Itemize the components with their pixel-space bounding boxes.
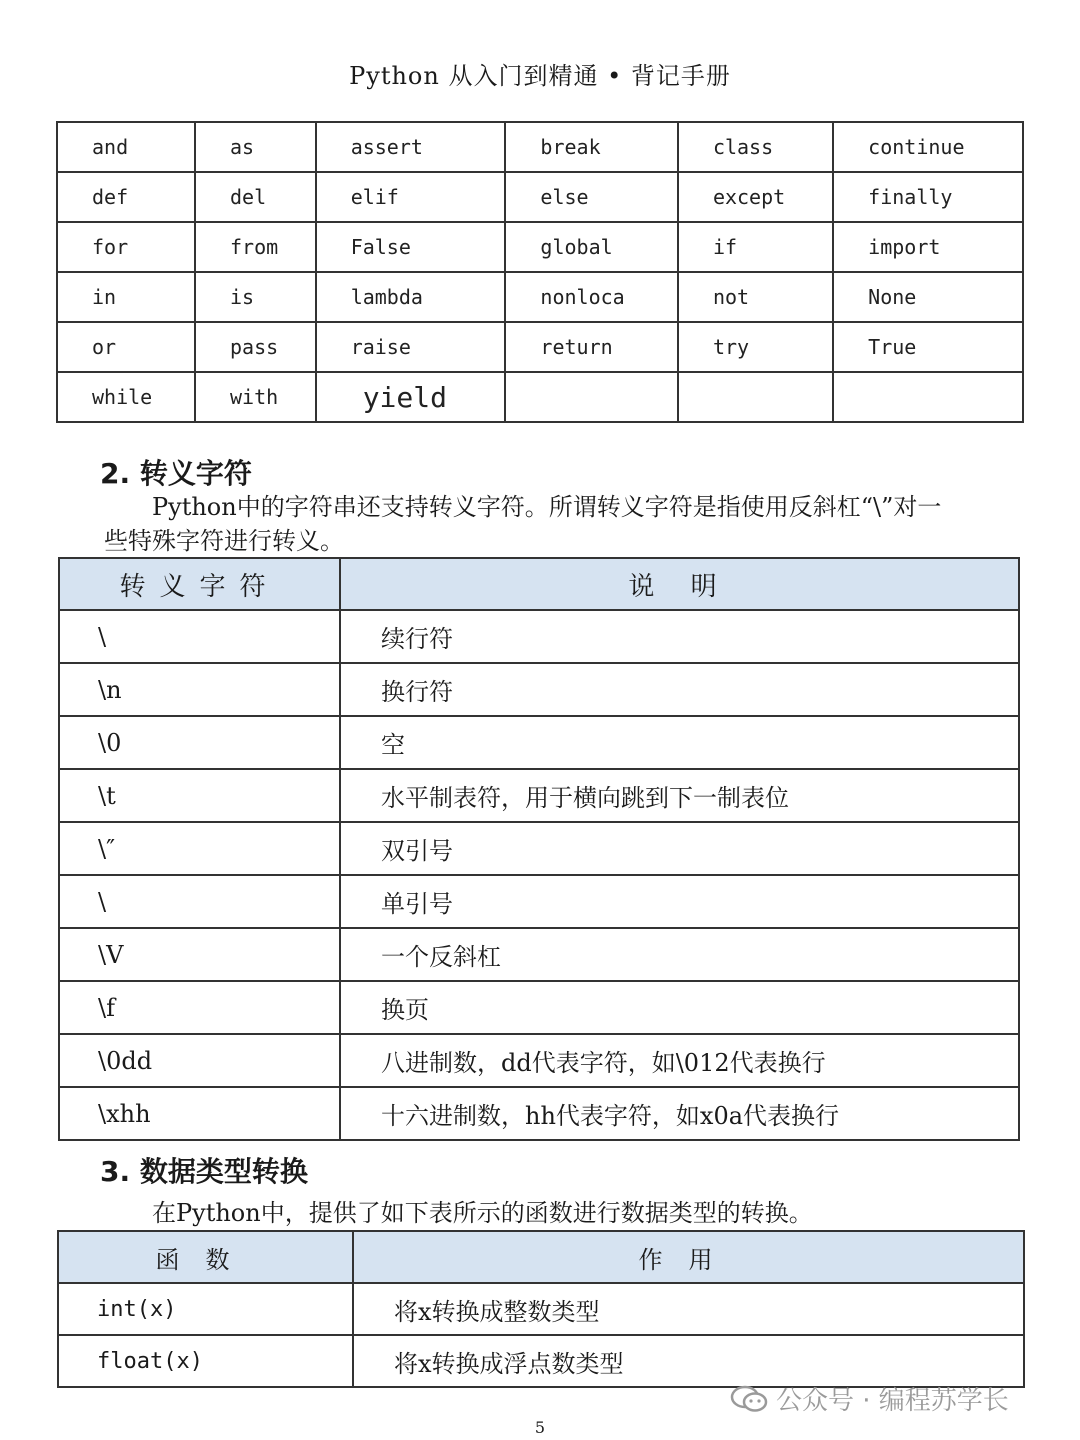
table-cell: 空 xyxy=(340,716,1019,769)
table-cell: \″ xyxy=(59,822,340,875)
table-cell: with xyxy=(195,372,316,422)
table-cell: yield xyxy=(316,372,506,422)
column-header: 函数 xyxy=(58,1231,353,1283)
table-cell: import xyxy=(833,222,1023,272)
table-cell: return xyxy=(505,322,678,372)
column-header: 作用 xyxy=(353,1231,1024,1283)
table-row xyxy=(59,716,1019,769)
table-cell: if xyxy=(678,222,833,272)
table-cell: for xyxy=(57,222,195,272)
table-cell: False xyxy=(316,222,506,272)
table-cell: from xyxy=(195,222,316,272)
table-cell: assert xyxy=(316,122,506,172)
table-cell: class xyxy=(678,122,833,172)
table-cell: \t xyxy=(59,769,340,822)
table-cell: not xyxy=(678,272,833,322)
table-row xyxy=(57,172,1023,222)
table-cell: continue xyxy=(833,122,1023,172)
table-cell: nonloca xyxy=(505,272,678,322)
table-row xyxy=(58,1283,1024,1335)
type-conversion-table xyxy=(57,1230,1025,1388)
table-row xyxy=(57,222,1023,272)
table-cell: pass xyxy=(195,322,316,372)
escape-characters-table xyxy=(58,557,1020,1141)
table-cell: in xyxy=(57,272,195,322)
table-cell: \xhh xyxy=(59,1087,340,1140)
table-cell: try xyxy=(678,322,833,372)
table-cell: 十六进制数，hh代表字符，如x0a代表换行 xyxy=(340,1087,1019,1140)
table-row xyxy=(57,322,1023,372)
table-cell: while xyxy=(57,372,195,422)
section-3-title: 3. 数据类型转换 xyxy=(100,1155,308,1188)
table-cell: 将x转换成浮点数类型 xyxy=(353,1335,1024,1387)
table-cell: 单引号 xyxy=(340,875,1019,928)
column-header: 转义字符 xyxy=(59,558,340,610)
table-cell: break xyxy=(505,122,678,172)
table-cell xyxy=(505,372,678,422)
table-row xyxy=(59,1087,1019,1140)
table-cell: finally xyxy=(833,172,1023,222)
table-row xyxy=(59,663,1019,716)
table-cell: and xyxy=(57,122,195,172)
table-cell: raise xyxy=(316,322,506,372)
table-header-row xyxy=(59,558,1019,610)
table-cell: \0dd xyxy=(59,1034,340,1087)
table-cell: 双引号 xyxy=(340,822,1019,875)
table-cell: 将x转换成整数类型 xyxy=(353,1283,1024,1335)
table-cell xyxy=(678,372,833,422)
table-cell: 换行符 xyxy=(340,663,1019,716)
table-row xyxy=(59,822,1019,875)
keywords-table xyxy=(56,121,1024,423)
table-cell: 续行符 xyxy=(340,610,1019,663)
table-cell: \n xyxy=(59,663,340,716)
table-cell: 一个反斜杠 xyxy=(340,928,1019,981)
wechat-icon xyxy=(730,1384,768,1414)
table-row xyxy=(57,122,1023,172)
table-cell: lambda xyxy=(316,272,506,322)
table-row xyxy=(57,272,1023,322)
table-cell: 换页 xyxy=(340,981,1019,1034)
table-cell: float(x) xyxy=(58,1335,353,1387)
table-cell xyxy=(833,372,1023,422)
table-header-row xyxy=(58,1231,1024,1283)
table-cell: True xyxy=(833,322,1023,372)
watermark-text: 公众号 · 编程苏学长 xyxy=(776,1386,1009,1416)
table-cell: as xyxy=(195,122,316,172)
table-row xyxy=(59,928,1019,981)
watermark xyxy=(730,1380,1009,1417)
table-cell: \0 xyxy=(59,716,340,769)
table-cell: elif xyxy=(316,172,506,222)
table-cell: int(x) xyxy=(58,1283,353,1335)
table-row xyxy=(59,981,1019,1034)
table-cell: or xyxy=(57,322,195,372)
table-cell: except xyxy=(678,172,833,222)
table-row xyxy=(59,769,1019,822)
page-number: 5 xyxy=(534,1418,546,1437)
table-cell: 水平制表符，用于横向跳到下一制表位 xyxy=(340,769,1019,822)
table-cell: \ xyxy=(59,610,340,663)
table-cell: def xyxy=(57,172,195,222)
section-2-paragraph-line-1: Python中的字符串还支持转义字符。所谓转义字符是指使用反斜杠“\”对一 xyxy=(152,493,942,521)
table-cell: global xyxy=(505,222,678,272)
page-header: Python 从入门到精通 • 背记手册 xyxy=(349,62,731,90)
table-row xyxy=(59,875,1019,928)
table-row xyxy=(59,610,1019,663)
table-cell: del xyxy=(195,172,316,222)
section-2-paragraph-line-2: 些特殊字符进行转义。 xyxy=(104,527,344,555)
table-cell: else xyxy=(505,172,678,222)
table-cell: \ xyxy=(59,875,340,928)
table-cell: \f xyxy=(59,981,340,1034)
table-cell: \V xyxy=(59,928,340,981)
section-2-title: 2. 转义字符 xyxy=(100,457,252,490)
table-cell: is xyxy=(195,272,316,322)
section-3-paragraph: 在Python中，提供了如下表所示的函数进行数据类型的转换。 xyxy=(152,1199,813,1227)
column-header: 说 明 xyxy=(340,558,1019,610)
table-row xyxy=(59,1034,1019,1087)
table-cell: None xyxy=(833,272,1023,322)
table-row xyxy=(57,372,1023,422)
table-cell: 八进制数，dd代表字符，如\012代表换行 xyxy=(340,1034,1019,1087)
